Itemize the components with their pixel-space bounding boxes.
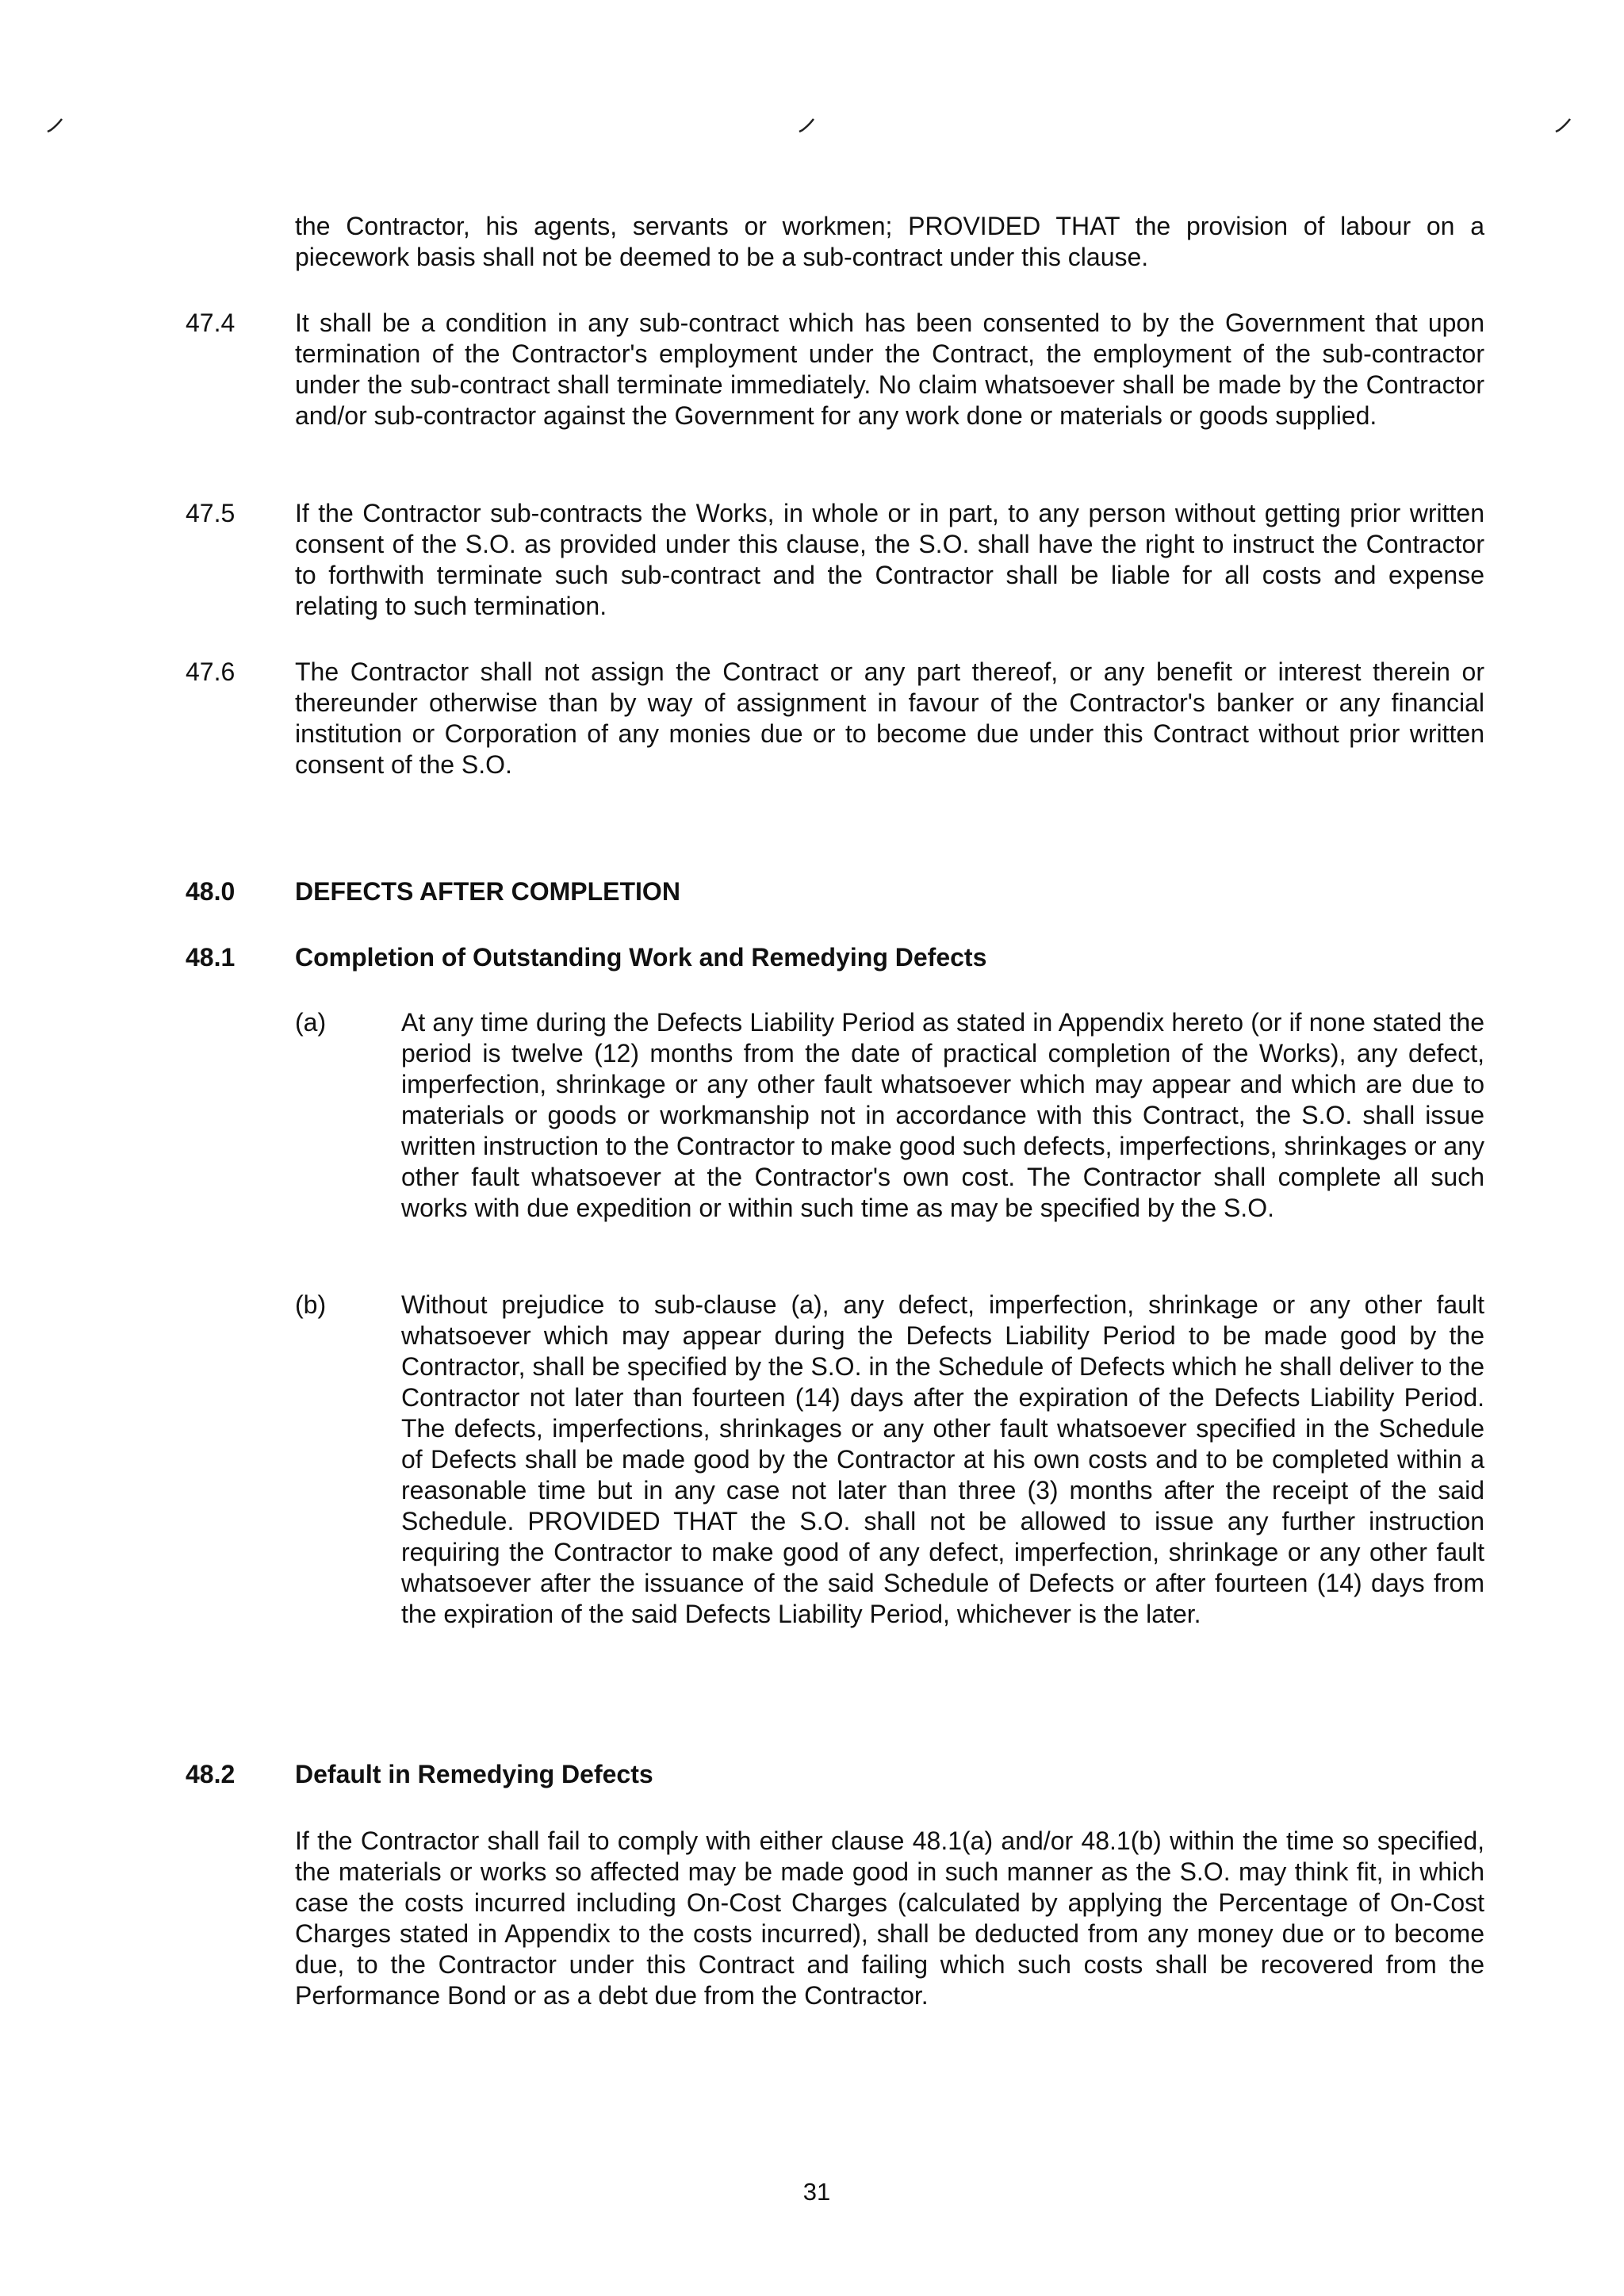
section-48-number: 48.0 — [186, 877, 236, 906]
clause-47-4-number: 47.4 — [186, 309, 236, 337]
clause-47-4-text: It shall be a condition in any sub-contract which has been consented to by the Government that upon termination of the Contractor's employment under the Contract, the employment of the sub-contractor under the sub-contract shall terminate immediately. No claim whatsoever shall be made by the Contractor and/or sub-contractor against the Government for any work done or materials or goods supplied. — [295, 309, 1484, 430]
clause-48-1-title: Completion of Outstanding Work and Remedying Defects — [295, 943, 987, 972]
tick-mark-right — [1554, 117, 1572, 133]
page-number: 31 — [802, 2178, 831, 2206]
intro-paragraph: the Contractor, his agents, servants or workmen; PROVIDED THAT the provision of labour on a piecework basis shall not be deemed to be a sub-contract under this clause. — [295, 212, 1484, 271]
section-48-title: DEFECTS AFTER COMPLETION — [295, 877, 680, 906]
clause-47-5-text: If the Contractor sub-contracts the Works, in whole or in part, to any person without getting prior written consent of the S.O. as provided under this clause, the S.O. shall have the right to instruct the Contractor to forthwith terminate such sub-contract and the Contractor shall be liable for all costs and expense relating to such termination. — [295, 499, 1484, 620]
sub-clause-a-label: (a) — [295, 1008, 327, 1037]
clause-48-1-number: 48.1 — [186, 943, 236, 972]
clause-47-6-text: The Contractor shall not assign the Contract or any part thereof, or any benefit or interest therein or thereunder otherwise than by way of assignment in favour of the Contractor's banker or any financial institution or Corporation of any monies due or to become due under this Contract without prior written consent of the S.O. — [295, 657, 1484, 779]
sub-clause-b-label: (b) — [295, 1290, 327, 1319]
clause-48-2-title: Default in Remedying Defects — [295, 1760, 653, 1788]
tick-mark-center — [798, 117, 815, 133]
sub-clause-b-text: Without prejudice to sub-clause (a), any defect, imperfection, shrinkage or any other fault whatsoever which may appear during the Defects Liability Period to be made good by the Contractor, shall be specified by the S.O. in the Schedule of Defects which he shall deliver to the Contractor not later than fourteen (14) days after the expiration of the Defects Liability Period. The defects, imperfections, shrinkages or any other fault whatsoever specified in the Schedule of Defects shall be made good by the Contractor at his own costs and to be completed within a reasonable time but in any case not later than three (3) months after the receipt of the said Schedule. PROVIDED THAT the S.O. shall not be allowed to issue any further instruction requiring the Contractor to make good of any defect, imperfection, shrinkage or any other fault whatsoever after the issuance of the said Schedule of Defects or after fourteen (14) days from the expiration of the said Defects Liability Period, whichever is the later. — [401, 1290, 1484, 1628]
clause-47-6-number: 47.6 — [186, 657, 236, 686]
clause-48-2-number: 48.2 — [186, 1760, 236, 1788]
sub-clause-a-text: At any time during the Defects Liability Period as stated in Appendix hereto (or if none stated the period is twelve (12) months from the date of practical completion of the Works), any defect, imperfection, shrinkage or any other fault whatsoever which may appear and which are due to materials or goods or workmanship not in accordance with this Contract, the S.O. shall issue written instruction to the Contractor to make good such defects, imperfections, shrinkages or any other fault whatsoever at the Contractor's own cost. The Contractor shall complete all such works with due expedition or within such time as may be specified by the S.O. — [401, 1008, 1484, 1222]
clause-48-2-text: If the Contractor shall fail to comply with either clause 48.1(a) and/or 48.1(b) within the time so specified, the materials or works so affected may be made good in such manner as the S.O. may think fit, in which case the costs incurred including On-Cost Charges (calculated by applying the Percentage of On-Cost Charges stated in Appendix to the costs incurred), shall be deducted from any money due or to become due, to the Contractor under this Contract and failing which such costs shall be recovered from the Performance Bond or as a debt due from the Contractor. — [295, 1826, 1484, 2010]
tick-mark-left — [46, 117, 63, 133]
clause-47-5-number: 47.5 — [186, 499, 236, 527]
